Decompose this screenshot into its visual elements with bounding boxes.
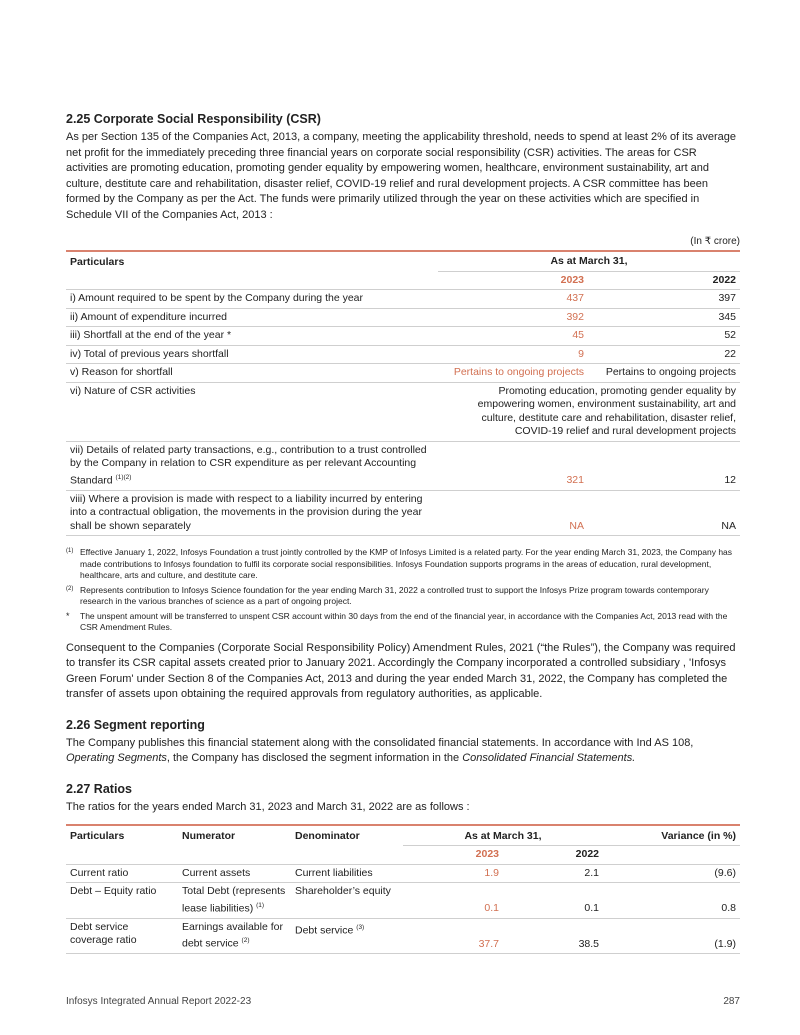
row-value-2023: 45	[438, 327, 588, 346]
table-row	[66, 864, 740, 883]
ratio-particular: Current ratio	[66, 864, 178, 883]
col-numerator: Numerator	[182, 830, 236, 842]
csr-heading: 2.25 Corporate Social Responsibility (CSR)	[66, 112, 321, 126]
ratio-numerator	[178, 883, 291, 919]
page-content	[66, 112, 740, 954]
csr-closing: Consequent to the Companies (Corporate Social Responsibility Policy) Amendment Rules, 2021 (“the Rules”), the Company was required to transfer its CSR capital assets created prior to January 2021. Accordingly the Company incorporated a controlled subsidiary , 'Infosys Green Forum' under Section 8 of the Companies Act, 2013 and during the year ended March 31, 2022, the Company has completed the transfer of assets upon obtaining the required approvals from regulatory authorities, as applicable.	[66, 641, 736, 700]
row-value-2022: 52	[588, 327, 740, 346]
segment-heading: 2.26 Segment reporting	[66, 717, 205, 732]
numerator-text: Earnings available for debt service	[182, 920, 283, 950]
footer-title: Infosys Integrated Annual Report 2022-23	[66, 996, 252, 1007]
row-value-2022: 397	[588, 290, 740, 309]
denominator-text: Debt service	[295, 924, 354, 936]
row-label: viii) Where a provision is made with respect to a liability incurred by entering into a contractual obligation, the movements in the provision during the year shall be shown separately	[66, 490, 438, 536]
footnote-text: The unspent amount will be transferred to unspent CSR account within 30 days from the end of the financial year, in accordance with the Companies Act, 2013 read with the CSR Amendment Rules.	[80, 610, 728, 632]
footnote-mark: (2)	[66, 585, 74, 592]
year-2023: 2023	[403, 846, 503, 865]
row-value-2023: 321	[438, 441, 588, 490]
csr-table	[66, 250, 740, 536]
unit-label: (In ₹ crore)	[690, 236, 740, 247]
col-denominator: Denominator	[295, 830, 360, 842]
row-label	[66, 441, 438, 490]
ratio-denominator: Shareholder’s equity	[291, 883, 403, 919]
row-value-2022: 22	[588, 345, 740, 364]
ratio-numerator: Current assets	[178, 864, 291, 883]
row-label: v) Reason for shortfall	[66, 364, 438, 383]
csr-year-row	[66, 271, 740, 290]
ratios-table	[66, 824, 740, 954]
ratio-value-2023: 0.1	[403, 883, 503, 919]
ratio-variance: 0.8	[603, 883, 740, 919]
col-particulars: Particulars	[70, 255, 125, 268]
footnote-ref: (1)	[256, 901, 265, 909]
footnote-ref: (3)	[356, 923, 365, 931]
year-2022: 2022	[503, 846, 603, 865]
col-particulars: Particulars	[70, 830, 125, 842]
row-value-2022: NA	[588, 490, 740, 536]
footnote-ref: (2)	[241, 937, 250, 944]
ratio-value-2023: 37.7	[403, 918, 503, 954]
row-value-2023: 9	[438, 345, 588, 364]
col-variance: Variance (in %)	[603, 825, 740, 846]
footnote	[66, 585, 740, 608]
row-label: vi) Nature of CSR activities	[66, 382, 438, 441]
row-value-2023: Pertains to ongoing projects	[438, 364, 588, 383]
footnotes	[66, 547, 740, 634]
table-row	[66, 327, 740, 346]
row-label: ii) Amount of expenditure incurred	[66, 308, 438, 327]
ratio-particular: Debt – Equity ratio	[66, 883, 178, 919]
csr-header-row	[66, 251, 740, 271]
footnote-mark: (1)	[66, 548, 74, 554]
table-row	[66, 490, 740, 536]
numerator-text: Total Debt (represents lease liabilities)	[182, 885, 286, 914]
ratio-value-2023: 1.9	[403, 864, 503, 883]
footnote-text: Effective January 1, 2022, Infosys Foundation a trust jointly controlled by the KMP of Infosys Limited is a related party. For the year ending March 31, 2023, the Company has made contributions to Infosys foundation to fulfil its corporate social responsibilities. Infosys Foundation supports programs in the areas of education, rural development, healthcare, arts and culture, and destitute care.	[80, 547, 733, 580]
row-value-2023: 437	[438, 290, 588, 309]
ratio-particular: Debt service coverage ratio	[66, 918, 178, 954]
ratio-denominator	[291, 918, 403, 954]
footnote-mark: *	[66, 610, 70, 621]
footnote-ref: (1)(2)	[115, 473, 132, 481]
ratio-variance: (9.6)	[603, 864, 740, 883]
nature-value: Promoting education, promoting gender equality by empowering women, environment sustainability, art and culture, destitute care and rehabilitation, disaster relief, COVID-19 relief and rural development projects	[438, 382, 740, 441]
row-value-2023: NA	[438, 490, 588, 536]
segment-italic-2: Consolidated Financial Statements.	[462, 752, 636, 764]
ratio-variance: (1.9)	[603, 918, 740, 954]
ratio-denominator: Current liabilities	[291, 864, 403, 883]
table-row	[66, 290, 740, 309]
table-row	[66, 345, 740, 364]
footnote	[66, 547, 740, 582]
ratios-intro: The ratios for the years ended March 31, 2023 and March 31, 2022 are as follows :	[66, 800, 470, 813]
ratios-year-row	[66, 846, 740, 865]
segment-text-a: The Company publishes this financial statement along with the consolidated financial statements. In accordance with Ind AS 108,	[66, 736, 694, 749]
year-2022: 2022	[588, 271, 740, 290]
csr-intro: As per Section 135 of the Companies Act, 2013, a company, meeting the applicability threshold, needs to spend at least 2% of its average net profit for the immediately preceding three financial years on corporate social responsibility (CSR) activities. The areas for CSR activities are promoting education, promoting gender equality by empowering women, healthcare, environment sustainability, art and culture, destitute care and rehabilitation, disaster relief, COVID-19 relief and rural development projects. A CSR committee has been formed by the Company as per the Act. The funds were primarily utilized through the year on these activities which are specified in Schedule VII of the Companies Act, 2013 :	[66, 131, 736, 221]
table-row	[66, 441, 740, 490]
row-value-2022: Pertains to ongoing projects	[588, 364, 740, 383]
row-value-2023: 392	[438, 308, 588, 327]
table-row	[66, 382, 740, 441]
row-label: iii) Shortfall at the end of the year *	[66, 327, 438, 346]
year-2023: 2023	[438, 271, 588, 290]
row-value-2022: 345	[588, 308, 740, 327]
row-value-2022: 12	[588, 441, 740, 490]
row-label: i) Amount required to be spent by the Company during the year	[66, 290, 438, 309]
related-label: vii) Details of related party transactions, e.g., contribution to a trust controlled by the Company in relation to CSR expenditure as per relevant Accounting Standard	[70, 443, 427, 486]
footnote-text: Represents contribution to Infosys Science foundation for the year ending March 31, 2022 a controlled trust to support the Infosys Prize program towards contemporary research in the various branches of science as a part of ongoing project.	[80, 584, 709, 606]
ratio-value-2022: 0.1	[503, 883, 603, 919]
ratios-heading: 2.27 Ratios	[66, 781, 133, 796]
segment-italic-1: Operating Segments	[66, 752, 167, 764]
row-label: iv) Total of previous years shortfall	[66, 345, 438, 364]
ratio-value-2022: 38.5	[503, 918, 603, 954]
ratio-value-2022: 2.1	[503, 864, 603, 883]
page-number: 287	[723, 996, 740, 1007]
table-row	[66, 918, 740, 954]
ratio-numerator	[178, 918, 291, 954]
footnote	[66, 611, 740, 634]
table-row	[66, 364, 740, 383]
ratios-header-row	[66, 825, 740, 846]
segment-text	[66, 736, 740, 767]
table-row	[66, 308, 740, 327]
col-asat: As at March 31,	[403, 825, 603, 846]
col-asat: As at March 31,	[438, 251, 740, 271]
segment-text-b: , the Company has disclosed the segment information in the	[166, 752, 463, 764]
page-footer	[66, 996, 740, 1007]
table-row	[66, 883, 740, 919]
